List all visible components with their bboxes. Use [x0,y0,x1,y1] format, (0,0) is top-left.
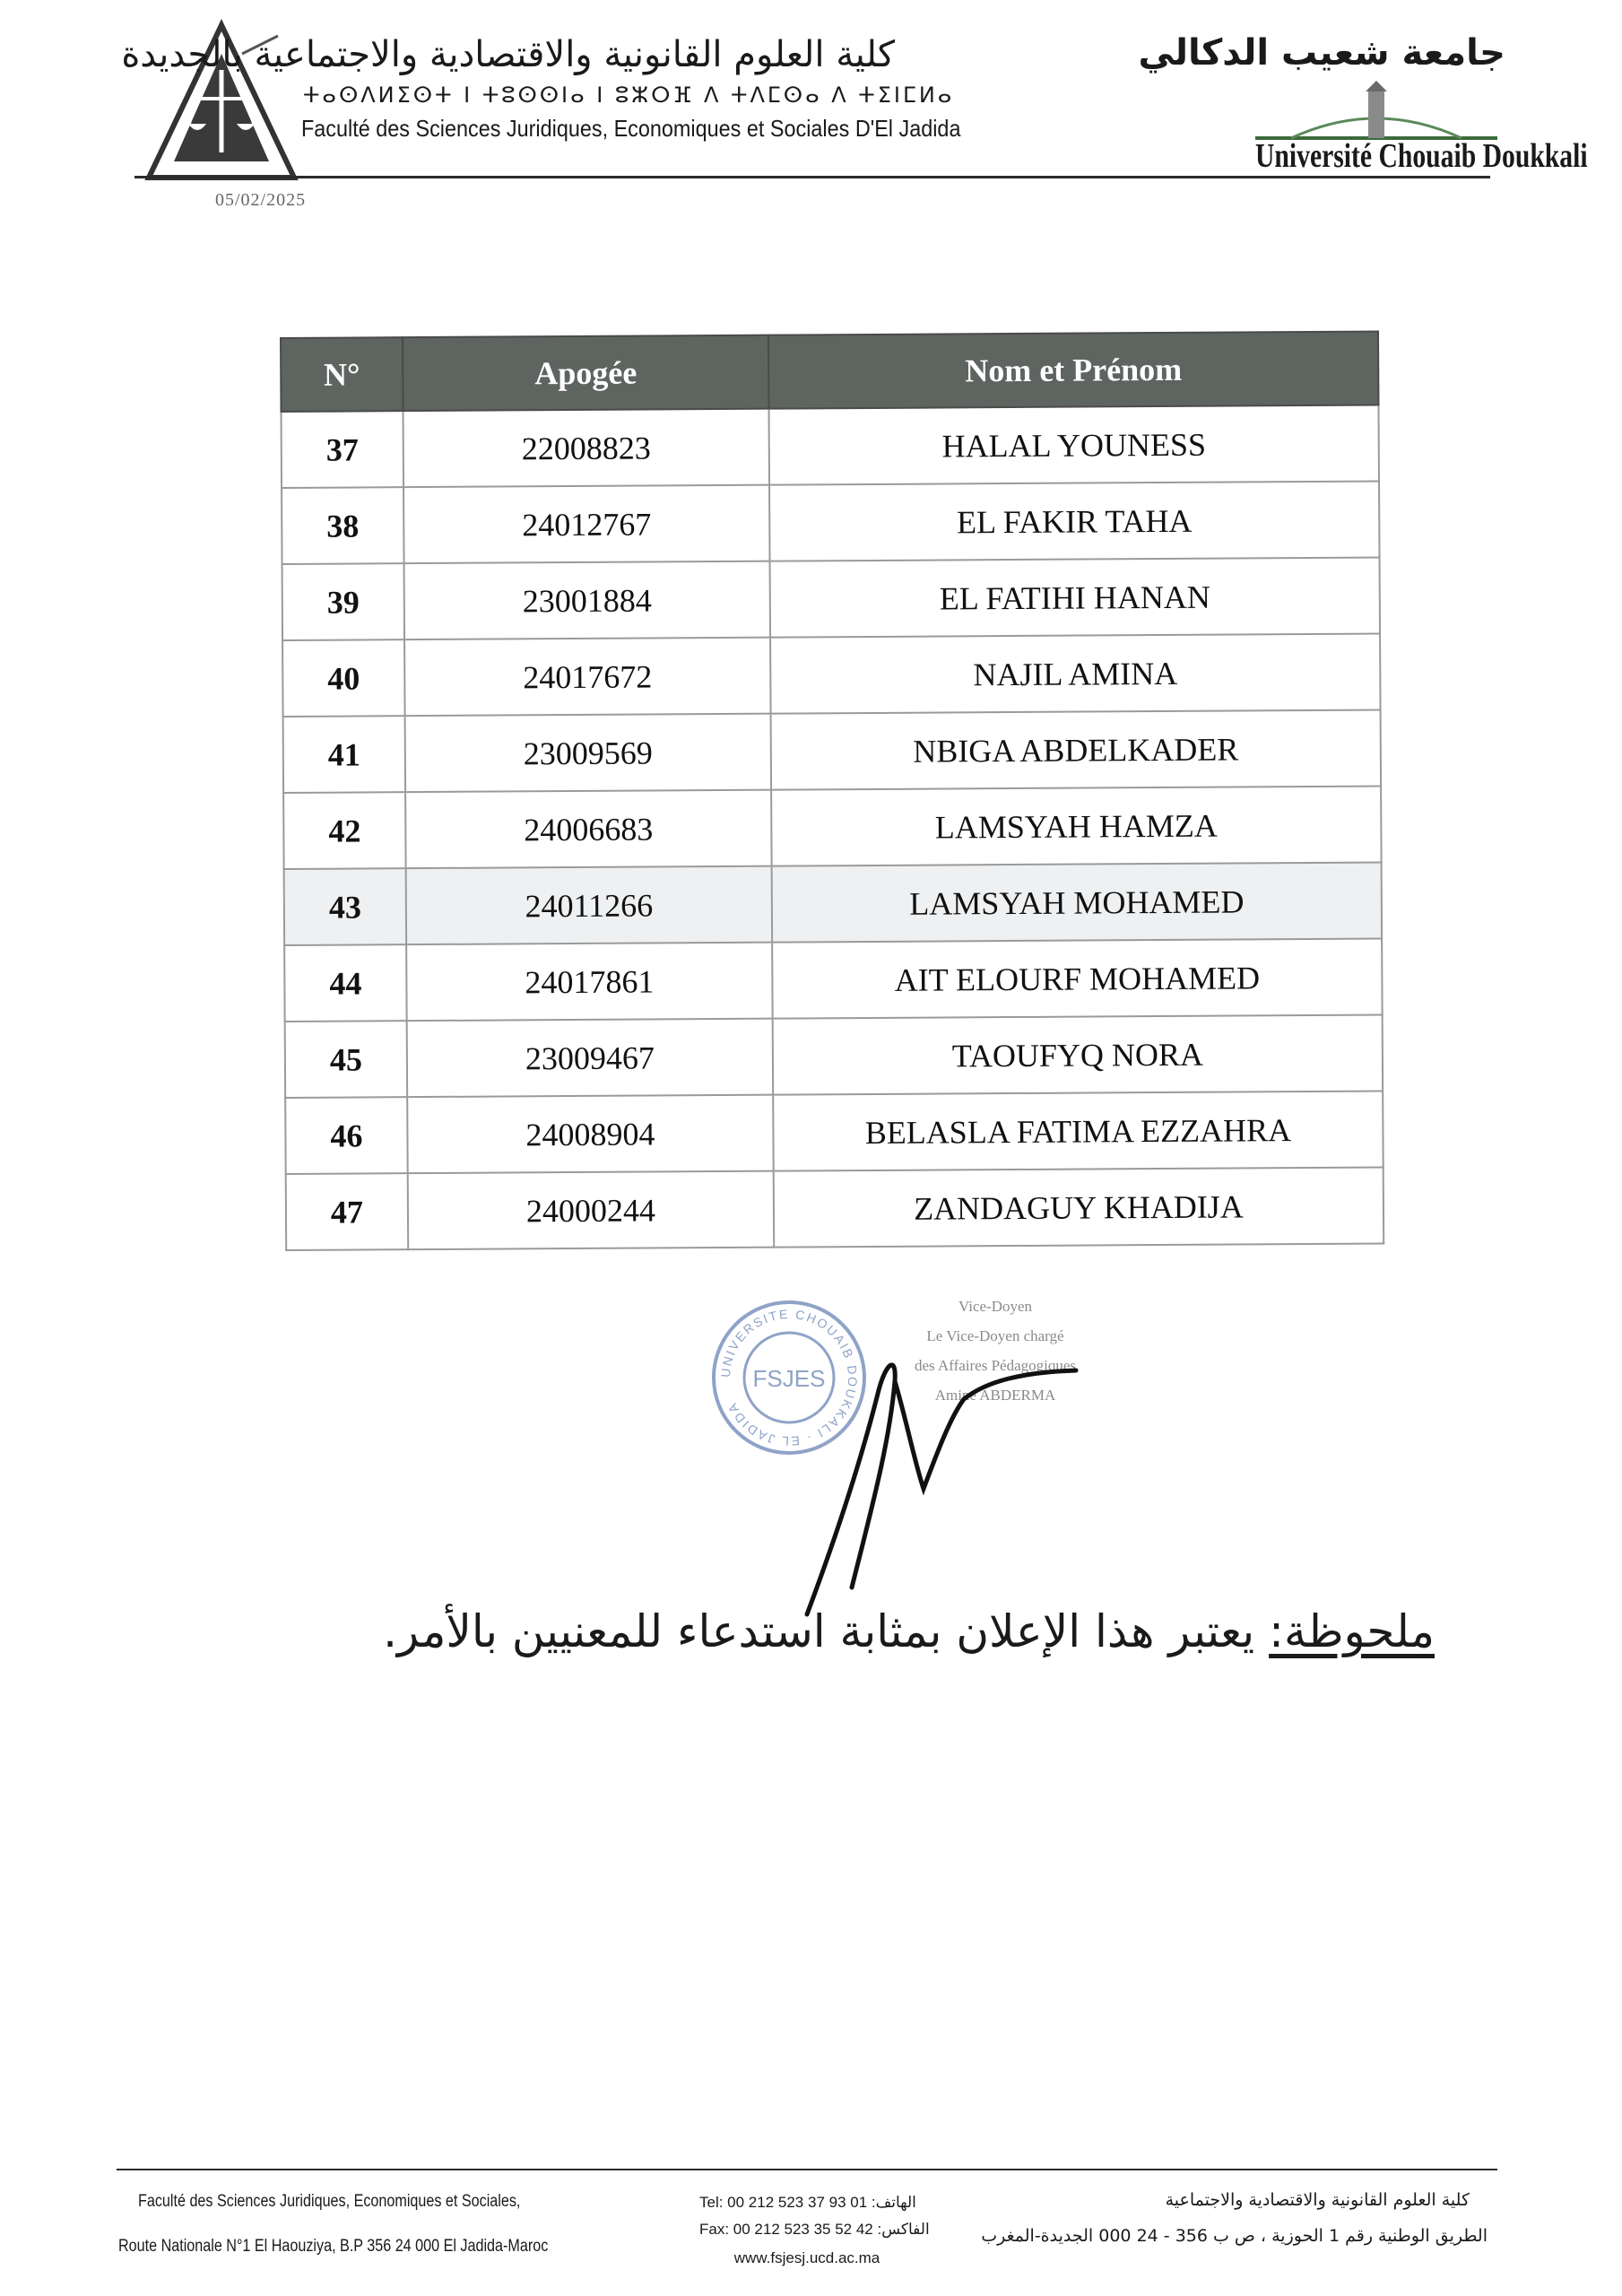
row-name: NAJIL AMINA [770,634,1381,714]
table-row [283,787,1381,869]
row-number: 47 [286,1173,409,1250]
footer-divider [117,2169,1497,2170]
row-apogee: 24006683 [405,790,772,868]
header-divider [134,176,1490,178]
footer-faculty-name: Faculté des Sciences Juridiques, Economiques et Sociales, [138,2192,521,2211]
row-apogee: 23009467 [407,1019,774,1097]
university-name-french: Université Chouaib Doukkali [1255,137,1588,175]
table-row [282,405,1379,488]
row-apogee: 24017861 [406,943,773,1021]
row-name: LAMSYAH HAMZA [771,787,1382,866]
signatory-line-4: Amine ABDERMA [934,1387,1056,1404]
note-text: يعتبر هذا الإعلان بمثابة استدعاء للمعنيين بالأمر. [383,1605,1270,1657]
row-number: 44 [284,944,407,1022]
row-number: 38 [282,487,404,564]
row-number: 40 [282,639,405,717]
table-row [282,634,1380,717]
table-row [283,710,1381,793]
table-row [284,863,1382,945]
row-apogee: 22008823 [403,409,770,487]
row-apogee: 24011266 [406,866,773,944]
faculty-name-arabic: كلية العلوم القانونية والاقتصادية والاجتماعية بالجديدة [121,34,895,75]
row-name: HALAL YOUNESS [768,405,1379,485]
row-name: EL FATIHI HANAN [770,558,1381,638]
row-apogee: 24008904 [407,1095,774,1173]
row-apogee: 24012767 [403,485,770,563]
faculty-name-french: Faculté des Sciences Juridiques, Economiques et Sociales D'El Jadida [301,115,961,142]
row-name: AIT ELOURF MOHAMED [772,939,1383,1019]
footer-address-fr: Route Nationale N°1 El Haouziya, B.P 356 24 000 El Jadida-Maroc [118,2237,549,2256]
row-number: 42 [283,792,406,869]
table-row [284,939,1382,1022]
table-header-row [281,332,1378,412]
footer-phone: Tel: 00 212 523 37 93 01 :الهاتف [699,2194,916,2211]
handwritten-signature [780,1318,1103,1623]
table-row [285,1091,1383,1174]
row-apogee: 23001884 [404,561,771,639]
signatory-line-2: Le Vice-Doyen chargé [926,1327,1064,1344]
document-date: 05/02/2025 [215,190,307,210]
table-row [282,482,1379,564]
footer-website-link[interactable]: www.fsjesj.ucd.ac.ma [733,2249,880,2266]
table-row [285,1015,1383,1098]
row-number: 43 [284,868,407,945]
university-name-arabic: جامعة شعيب الدكالي [1138,32,1505,74]
row-name: ZANDAGUY KHADIJA [774,1167,1384,1247]
row-name: BELASLA FATIMA EZZAHRA [773,1091,1383,1171]
row-name: NBIGA ABDELKADER [771,710,1382,790]
row-apogee: 24000244 [408,1171,775,1249]
university-tower-logo-icon [1255,81,1497,144]
row-name: TAOUFYQ NORA [773,1015,1383,1095]
row-name: EL FAKIR TAHA [769,482,1380,561]
table-row [286,1167,1383,1249]
note-label: ملحوظة: [1269,1605,1435,1657]
column-header-apogee: Apogée [403,335,768,411]
row-number: 39 [282,563,405,640]
faculty-name-tifinagh: ⵜⴰⵙⴷⵍⵉⵙⵜ ⵏ ⵜⵓⵙⵙⵏⴰ ⵏ ⵓⵣⵔⴼ ⴷ ⵜⴷⵎⵙⴰ ⴷ ⵜⵉⵏⵎⵍⴰ [303,83,955,108]
column-header-name: Nom et Prénom [768,332,1378,409]
row-apogee: 24017672 [404,638,771,716]
students-table [280,331,1384,1251]
stamp-center-text: FSJES [752,1365,826,1392]
footer-address-arabic: الطريق الوطنية رقم 1 الحوزية ، ص ب 356 - 24 000 الجديدة-المغرب [981,2226,1488,2246]
signatory-line-3: des Affaires Pédagogiques [914,1357,1077,1374]
row-number: 46 [285,1097,408,1174]
row-number: 41 [283,716,406,793]
announcement-note [383,1605,1435,1657]
stamp-ring-text: UNIVERSITE CHOUAIB DOUKKALI · EL JADIDA [717,1306,861,1449]
table-row [282,558,1380,640]
row-number: 45 [285,1021,408,1098]
column-header-number: N° [281,337,403,412]
footer-faculty-name-arabic: كلية العلوم القانونية والاقتصادية والاجتماعية [1165,2190,1470,2210]
row-number: 37 [282,411,404,488]
row-apogee: 23009569 [405,714,772,792]
signatory-line-1: Vice-Doyen [958,1298,1033,1315]
row-name: LAMSYAH MOHAMED [772,863,1383,943]
footer-fax: Fax: 00 212 523 35 52 42 :الفاكس [699,2221,930,2238]
